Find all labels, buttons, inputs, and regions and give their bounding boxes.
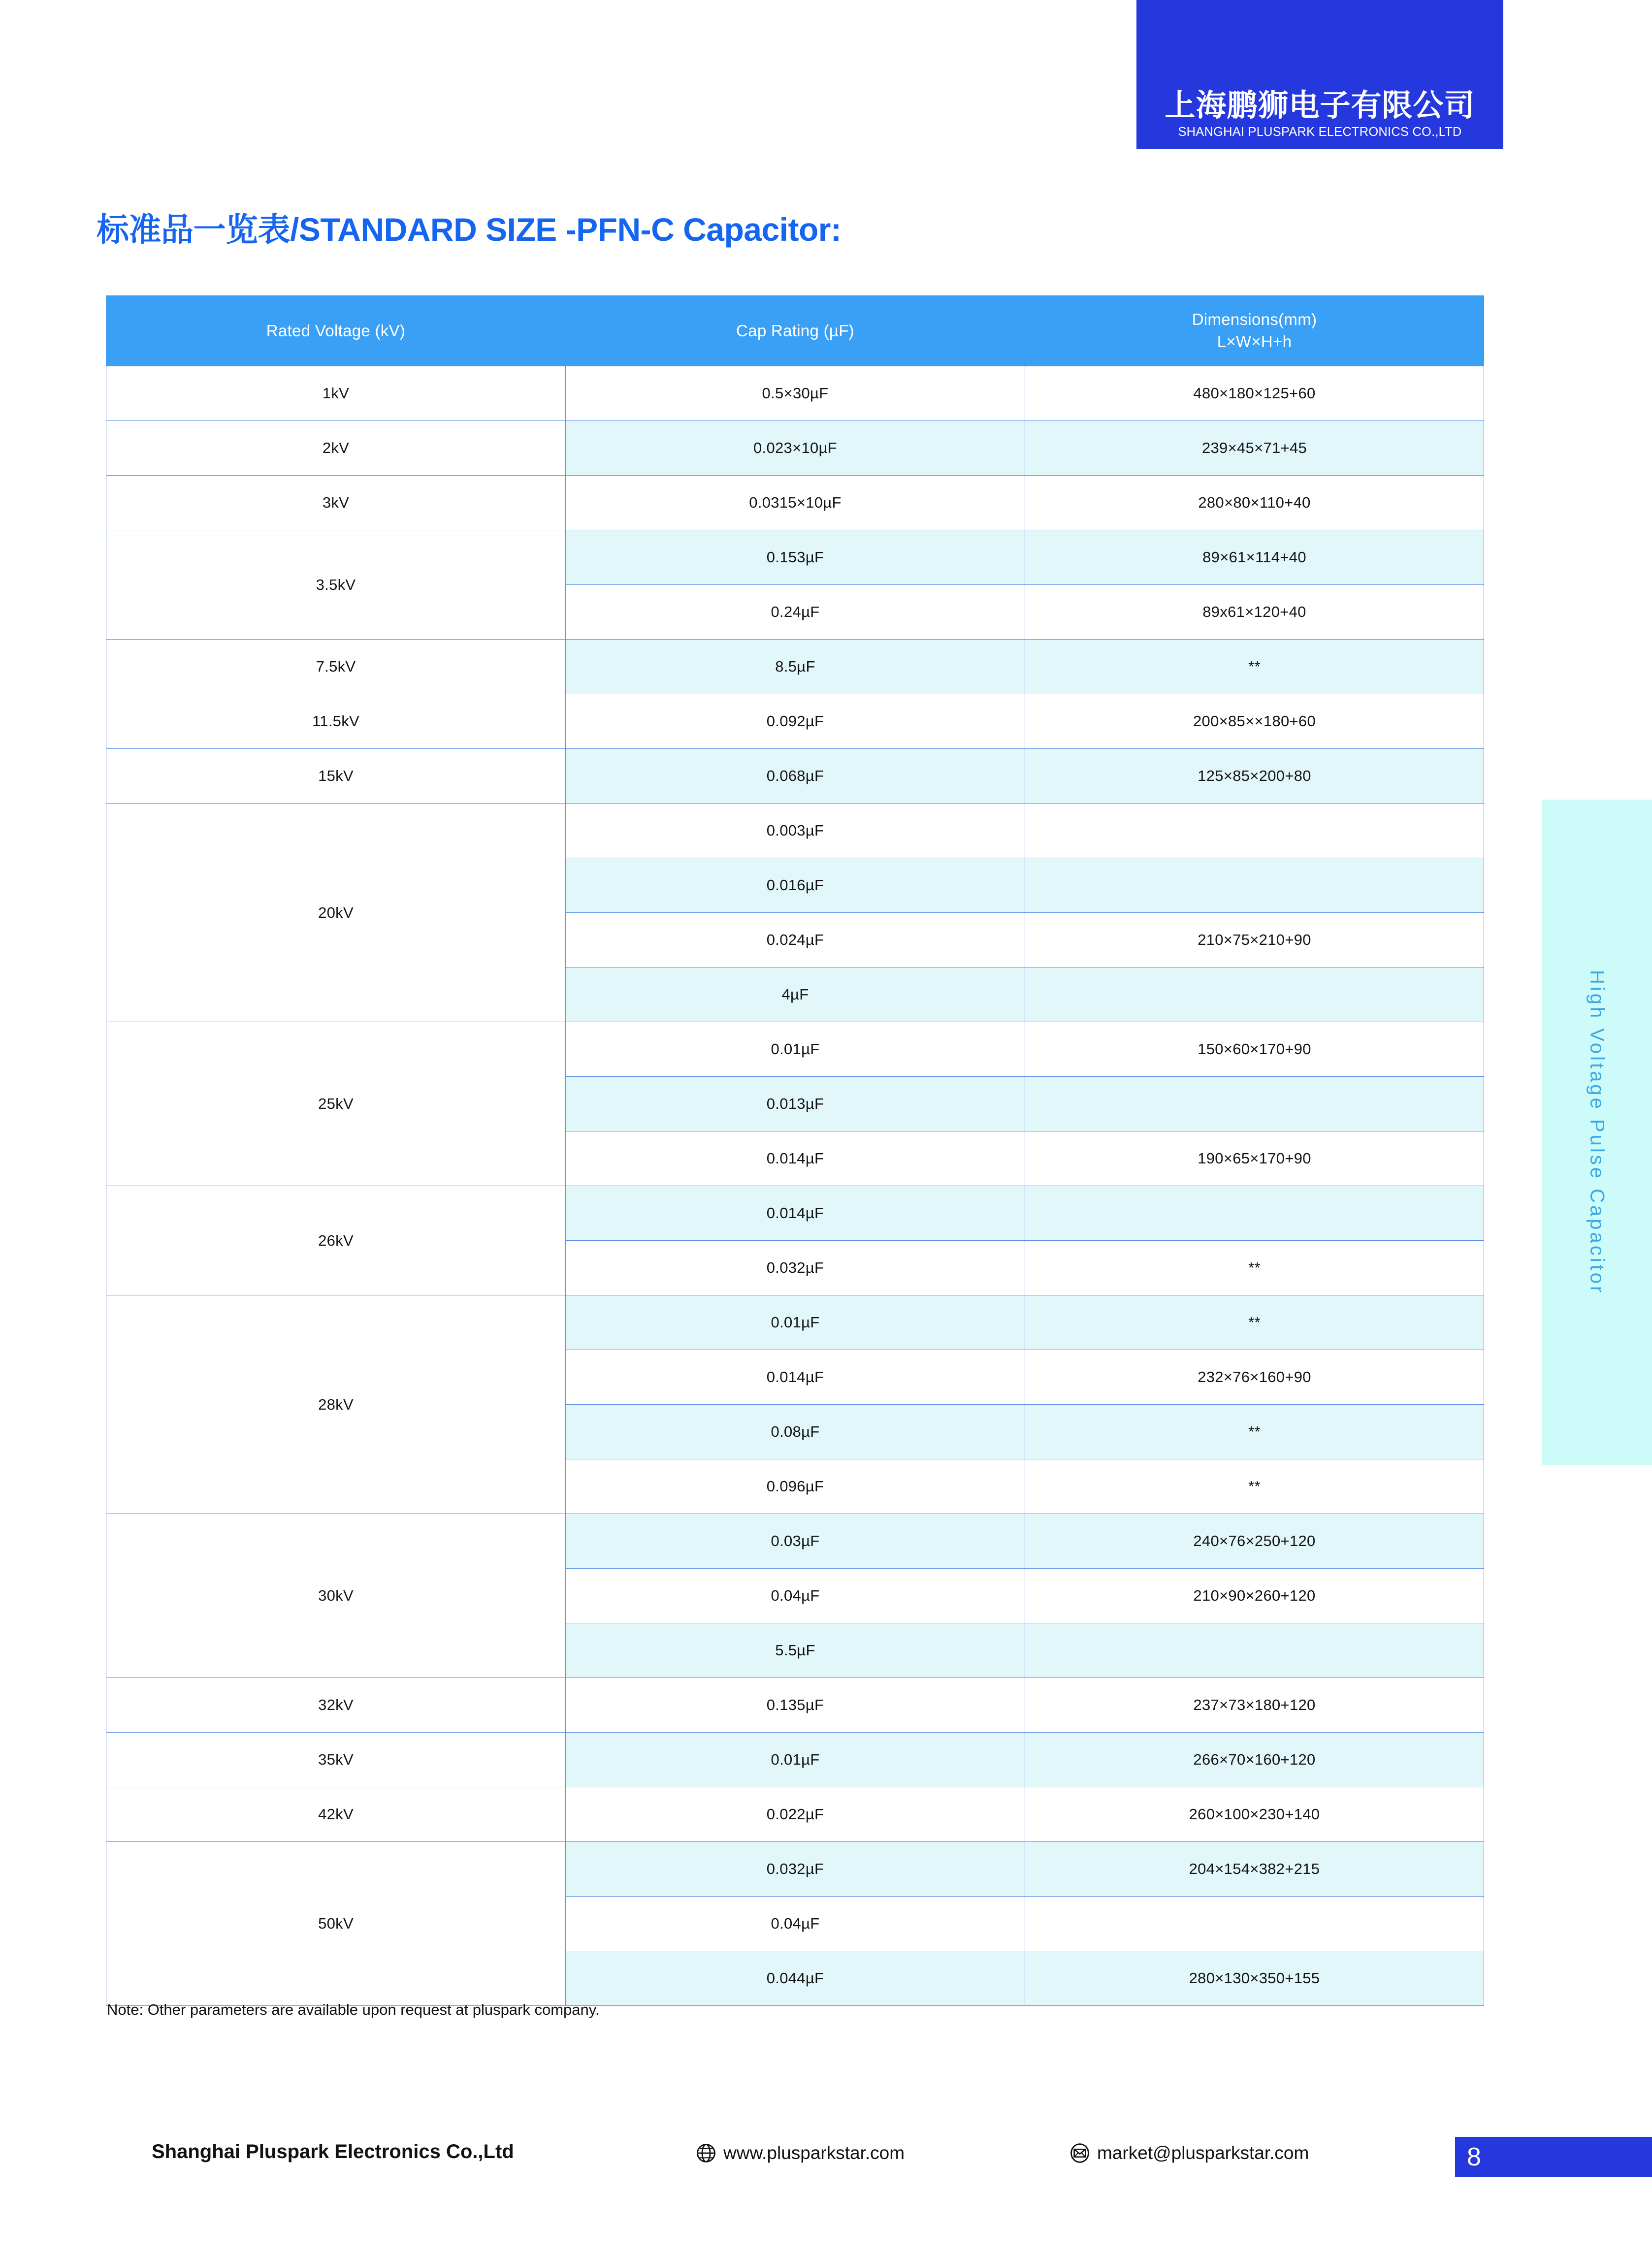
cell-rated-voltage: 1kV [106,366,566,421]
cell-cap-rating: 0.04µF [566,1897,1025,1951]
cell-rated-voltage: 7.5kV [106,640,566,694]
cell-dimensions: 204×154×382+215 [1025,1842,1484,1897]
footer-email-text: market@plusparkstar.com [1097,2143,1309,2163]
cell-dimensions: ** [1025,1241,1484,1295]
cell-dimensions: 210×90×260+120 [1025,1569,1484,1623]
table-row [106,421,1484,476]
cell-dimensions: 266×70×160+120 [1025,1733,1484,1787]
cell-dimensions: ** [1025,1295,1484,1350]
cell-dimensions: ** [1025,640,1484,694]
cell-cap-rating: 0.003µF [566,804,1025,858]
cell-dimensions: 280×130×350+155 [1025,1951,1484,2006]
cell-dimensions [1025,804,1484,858]
table-note: Note: Other parameters are available upon request at pluspark company. [107,2001,600,2018]
footer-email[interactable] [1069,2143,1309,2163]
side-tab-product-category [1542,800,1652,1465]
cell-rated-voltage: 3.5kV [106,530,566,640]
table-row [106,1733,1484,1787]
cell-cap-rating: 0.016µF [566,858,1025,913]
cell-dimensions [1025,858,1484,913]
cell-cap-rating: 8.5µF [566,640,1025,694]
cell-dimensions [1025,1077,1484,1131]
side-tab-label: High Voltage Pulse Capacitor [1586,969,1608,1295]
cell-dimensions: 260×100×230+140 [1025,1787,1484,1842]
envelope-icon [1069,2143,1090,2163]
table-row [106,1678,1484,1733]
cell-dimensions: 480×180×125+60 [1025,366,1484,421]
cell-dimensions: 190×65×170+90 [1025,1131,1484,1186]
cell-cap-rating: 0.03µF [566,1514,1025,1569]
cell-cap-rating: 0.092µF [566,694,1025,749]
footer-website-text: www.plusparkstar.com [723,2143,905,2163]
cell-cap-rating: 0.044µF [566,1951,1025,2006]
cell-rated-voltage: 50kV [106,1842,566,2006]
page-number-box [1455,2137,1652,2177]
cell-cap-rating: 0.096µF [566,1459,1025,1514]
cell-cap-rating: 0.023×10µF [566,421,1025,476]
table-row [106,1514,1484,1569]
table-row [106,366,1484,421]
column-header-rated-voltage: Rated Voltage (kV) [106,296,566,366]
cell-rated-voltage: 15kV [106,749,566,804]
cell-cap-rating: 0.0315×10µF [566,476,1025,530]
cell-rated-voltage: 30kV [106,1514,566,1678]
cell-cap-rating: 0.153µF [566,530,1025,585]
cell-cap-rating: 0.032µF [566,1842,1025,1897]
cell-dimensions: 280×80×110+40 [1025,476,1484,530]
cell-cap-rating: 0.135µF [566,1678,1025,1733]
standard-size-table [106,295,1484,2006]
cell-dimensions: 150×60×170+90 [1025,1022,1484,1077]
cell-cap-rating: 0.24µF [566,585,1025,640]
cell-cap-rating: 5.5µF [566,1623,1025,1678]
column-header-cap-rating: Cap Rating (µF) [566,296,1025,366]
cell-dimensions: ** [1025,1459,1484,1514]
cell-dimensions: 210×75×210+90 [1025,913,1484,967]
cell-rated-voltage: 32kV [106,1678,566,1733]
footer-company-name: Shanghai Pluspark Electronics Co.,Ltd [152,2141,514,2162]
cell-dimensions [1025,1186,1484,1241]
cell-rated-voltage: 26kV [106,1186,566,1295]
cell-cap-rating: 0.032µF [566,1241,1025,1295]
cell-cap-rating: 0.024µF [566,913,1025,967]
page-number: 8 [1467,2143,1481,2171]
cell-cap-rating: 0.08µF [566,1405,1025,1459]
table-body [106,366,1484,2006]
cell-rated-voltage: 20kV [106,804,566,1022]
cell-rated-voltage: 11.5kV [106,694,566,749]
cell-cap-rating: 0.01µF [566,1022,1025,1077]
cell-dimensions: ** [1025,1405,1484,1459]
table-header-row [106,296,1484,366]
table-row [106,1295,1484,1350]
cell-rated-voltage: 42kV [106,1787,566,1842]
cell-cap-rating: 0.5×30µF [566,366,1025,421]
page-footer [0,2132,1652,2186]
cell-dimensions: 89×61×114+40 [1025,530,1484,585]
column-header-dimensions [1025,296,1484,366]
cell-dimensions [1025,1897,1484,1951]
cell-rated-voltage: 3kV [106,476,566,530]
cell-rated-voltage: 25kV [106,1022,566,1186]
cell-cap-rating: 0.01µF [566,1295,1025,1350]
cell-rated-voltage: 2kV [106,421,566,476]
cell-cap-rating: 0.013µF [566,1077,1025,1131]
table-row [106,749,1484,804]
cell-cap-rating: 0.014µF [566,1350,1025,1405]
cell-dimensions: 232×76×160+90 [1025,1350,1484,1405]
table-row [106,1842,1484,1897]
company-logo-block [1136,0,1503,149]
cell-cap-rating: 0.014µF [566,1186,1025,1241]
cell-dimensions [1025,1623,1484,1678]
column-header-dimensions-line1: Dimensions(mm) [1192,310,1317,329]
cell-cap-rating: 0.04µF [566,1569,1025,1623]
cell-dimensions: 240×76×250+120 [1025,1514,1484,1569]
cell-dimensions [1025,967,1484,1022]
column-header-dimensions-line2: L×W×H+h [1217,332,1292,351]
table-row [106,640,1484,694]
cell-cap-rating: 4µF [566,967,1025,1022]
table-row [106,804,1484,858]
cell-dimensions: 237×73×180+120 [1025,1678,1484,1733]
company-name-chinese: 上海鹏狮电子有限公司 [1165,88,1475,123]
cell-rated-voltage: 35kV [106,1733,566,1787]
company-name-english: SHANGHAI PLUSPARK ELECTRONICS CO.,LTD [1178,125,1462,139]
cell-dimensions: 89x61×120+40 [1025,585,1484,640]
table-row [106,1022,1484,1077]
table-row [106,1787,1484,1842]
footer-website[interactable] [696,2143,905,2163]
table-row [106,694,1484,749]
table-row [106,530,1484,585]
globe-icon [696,2143,716,2163]
cell-cap-rating: 0.01µF [566,1733,1025,1787]
cell-cap-rating: 0.022µF [566,1787,1025,1842]
table-row [106,476,1484,530]
cell-dimensions: 239×45×71+45 [1025,421,1484,476]
cell-cap-rating: 0.068µF [566,749,1025,804]
page-title: 标准品一览表/STANDARD SIZE -PFN-C Capacitor: [97,211,842,248]
table-row [106,1186,1484,1241]
cell-dimensions: 200×85××180+60 [1025,694,1484,749]
cell-rated-voltage: 28kV [106,1295,566,1514]
cell-dimensions: 125×85×200+80 [1025,749,1484,804]
cell-cap-rating: 0.014µF [566,1131,1025,1186]
